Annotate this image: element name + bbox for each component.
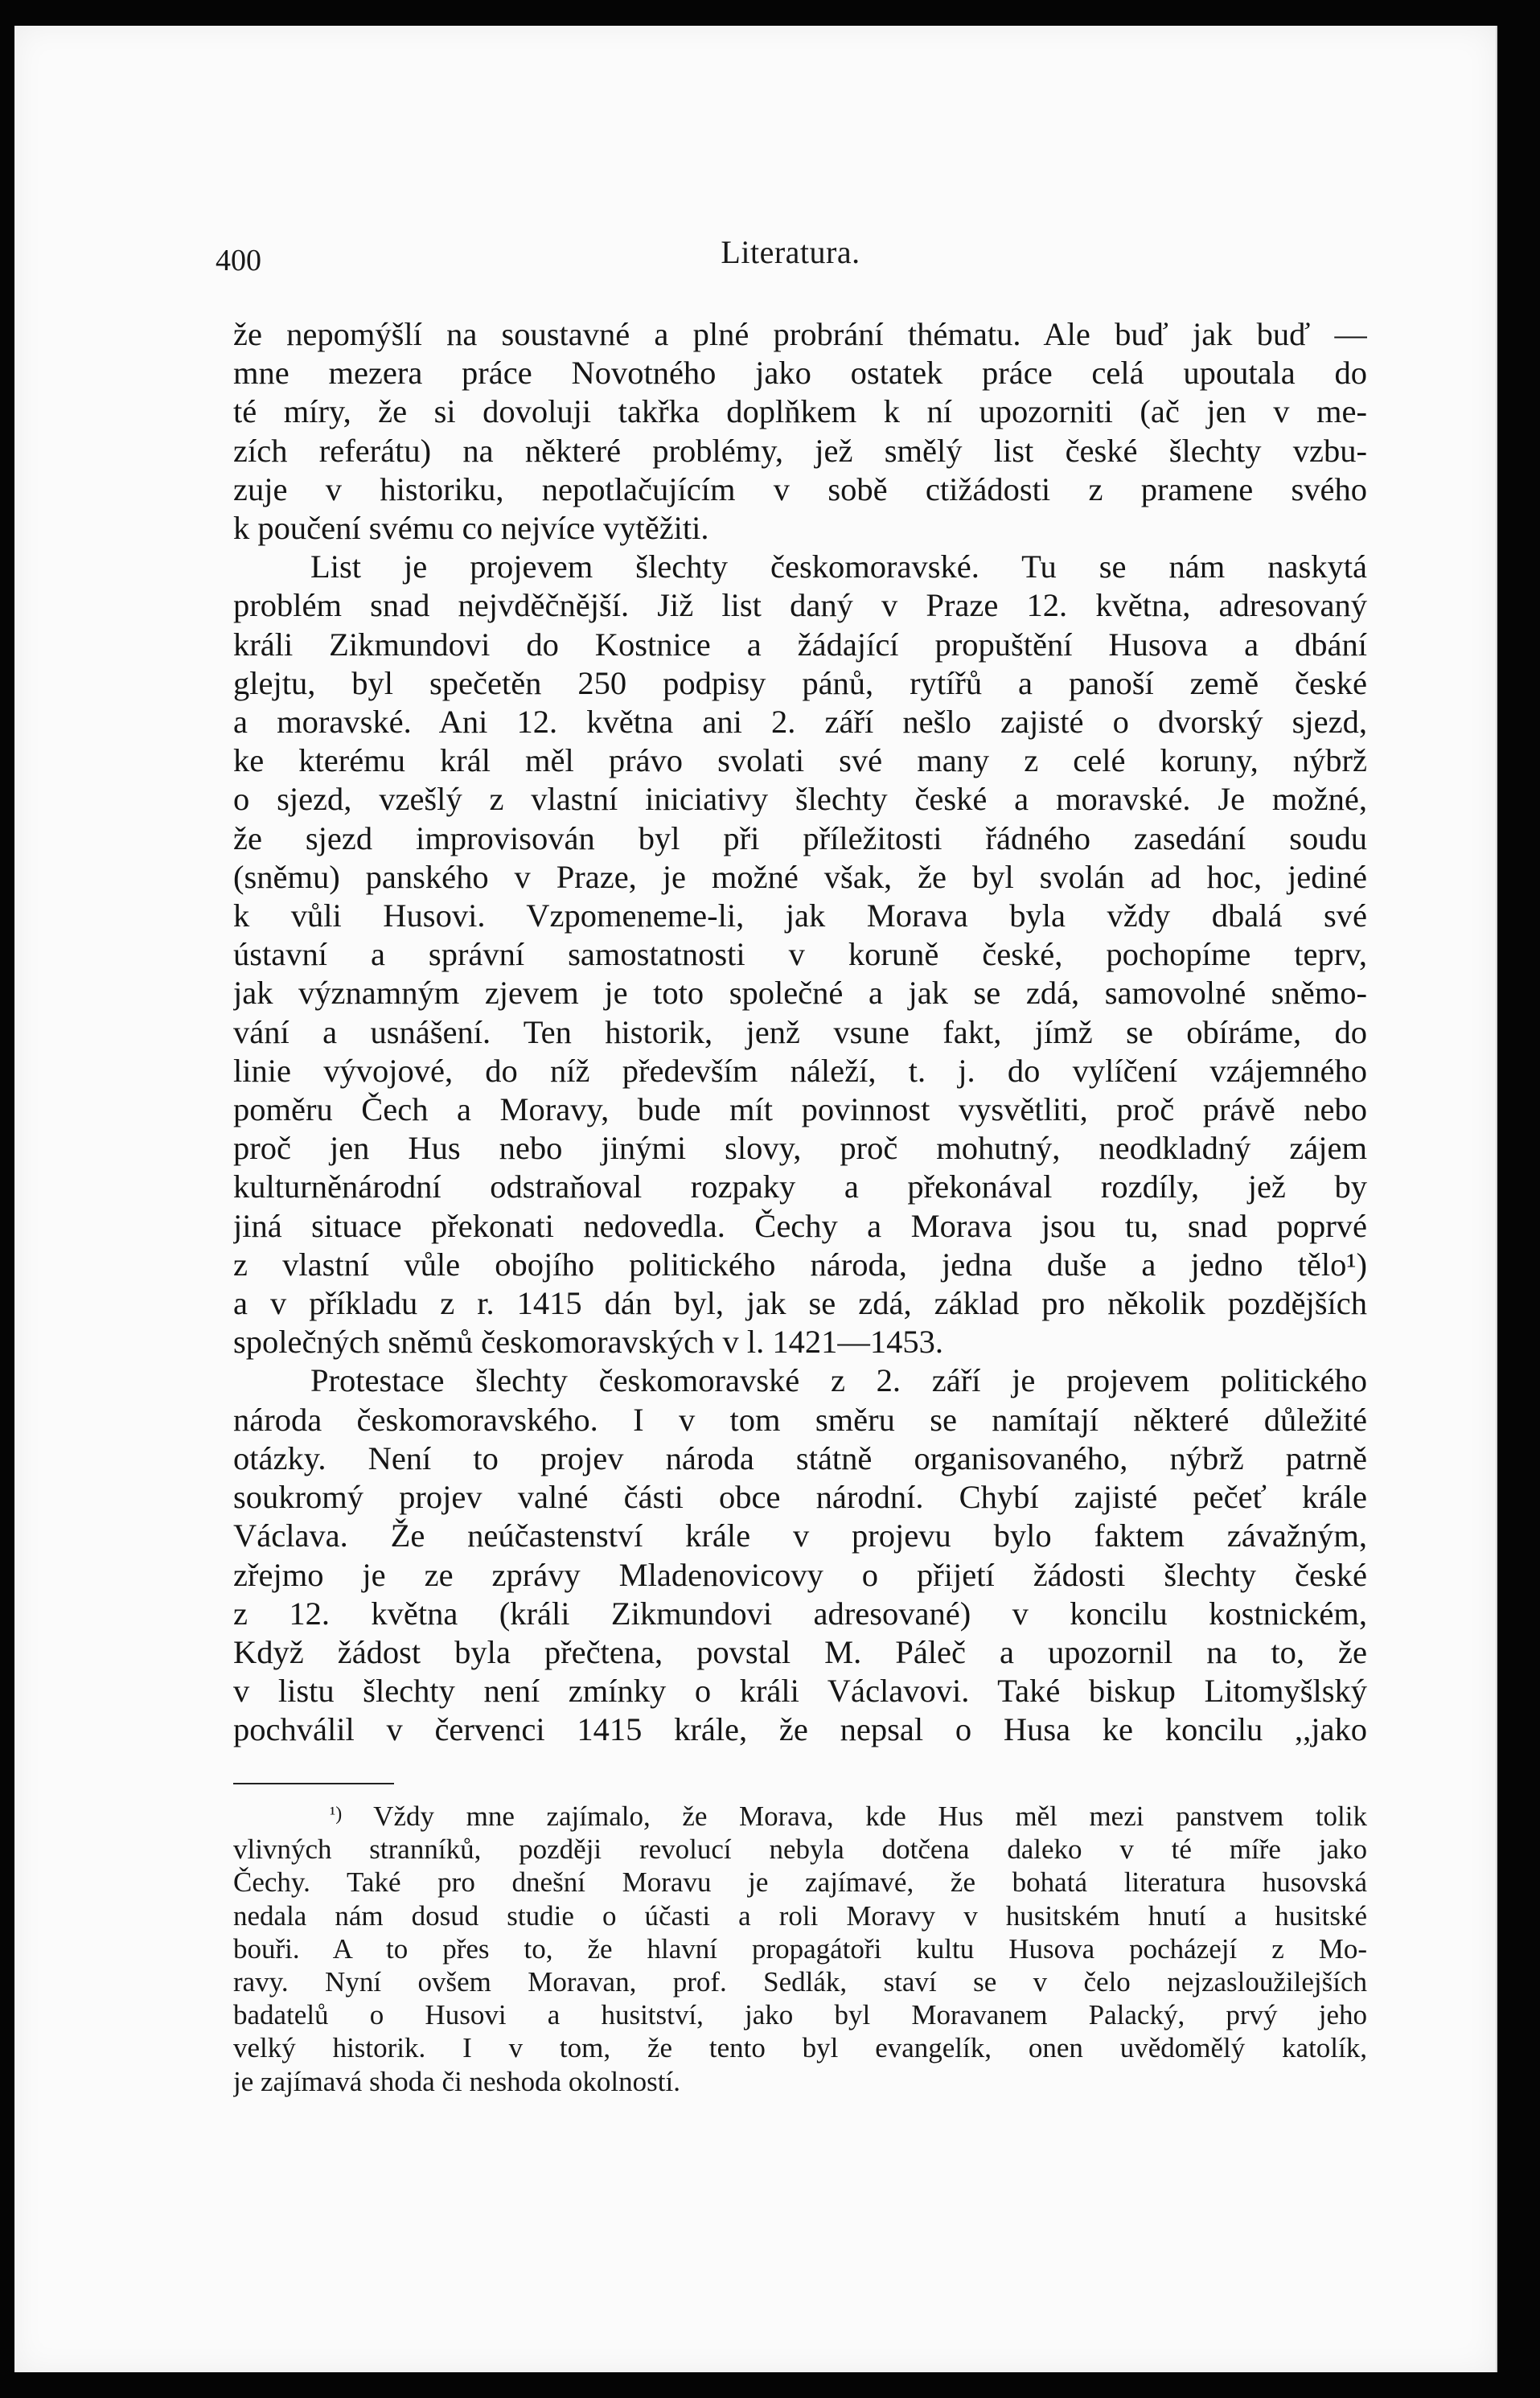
body-line: zřejmo je ze zprávy Mladenovicovy o přijetí žádosti šlechty české: [233, 1556, 1367, 1593]
body-line: ke kterému král měl právo svolati své many z celé koruny, nýbrž: [233, 742, 1367, 779]
footnote-line: badatelů o Husovi a husitství, jako byl Moravanem Palacký, prvý jeho: [233, 1999, 1367, 2031]
body-line: proč jen Hus nebo jinými slovy, proč mohutný, neodkladný zájem: [233, 1130, 1367, 1167]
running-title: Literatura.: [721, 234, 860, 270]
footnote-line: vlivných stranníků, později revolucí nebyla dotčena daleko v té míře jako: [233, 1833, 1367, 1866]
footnote-divider: [233, 1783, 394, 1784]
body-text: [233, 315, 1367, 1750]
footnote-line: Čechy. Také pro dnešní Moravu je zajímavé, že bohatá literatura husovská: [233, 1866, 1367, 1899]
footnote-line: bouři. A to přes to, že hlavní propagátoři kultu Husova pocházejí z Mo-: [233, 1932, 1367, 1965]
footnotes: [233, 1800, 1367, 2098]
footnote-line: je zajímavá shoda či neshoda okolností.: [233, 2065, 680, 2097]
body-line: problém snad nejvděčnější. Již list daný v Praze 12. května, adresovaný: [233, 587, 1367, 624]
body-line: otázky. Není to projev národa státně organisovaného, nýbrž patrně: [233, 1439, 1367, 1476]
body-line: králi Zikmundovi do Kostnice a žádající propuštění Husova a dbání: [233, 626, 1367, 663]
body-line: té míry, že si dovoluji takřka doplňkem k ní upozorniti (ač jen v me-: [233, 393, 1367, 430]
body-line: Václava. Že neúčastenství krále v projevu bylo faktem závažným,: [233, 1517, 1367, 1554]
body-line: soukromý projev valné části obce národní. Chybí zajisté pečeť krále: [233, 1479, 1367, 1516]
body-line: v listu šlechty není zmínky o králi Václavovi. Také biskup Litomyšlský: [233, 1673, 1367, 1710]
body-line: a v příkladu z r. 1415 dán byl, jak se zdá, základ pro několik pozdějších: [233, 1285, 1367, 1322]
body-line: poměru Čech a Moravy, bude mít povinnost vysvětliti, proč právě nebo: [233, 1091, 1367, 1128]
body-line: pochválil v červenci 1415 krále, že nepsal o Husa ke koncilu ,,jako: [233, 1711, 1367, 1748]
body-line: vání a usnášení. Ten historik, jenž vsune fakt, jímž se obíráme, do: [233, 1013, 1367, 1050]
body-line: a moravské. Ani 12. května ani 2. září nešlo zajisté o dvorský sjezd,: [233, 704, 1367, 741]
body-line: jak významným zjevem je toto společné a jak se zdá, samovolné sněmo-: [233, 975, 1367, 1012]
body-line: o sjezd, vzešlý z vlastní iniciativy šlechty české a moravské. Je možné,: [233, 781, 1367, 818]
footnote-marker: ¹): [330, 1804, 343, 1825]
body-line: národa českomoravského. I v tom směru se namítají některé důležité: [233, 1401, 1367, 1438]
body-line: (sněmu) panského v Praze, je možné však, že byl svolán ad hoc, jediné: [233, 858, 1367, 895]
body-line: zuje v historiku, nepotlačujícím v sobě ctižádosti z pramene svého: [233, 470, 1367, 507]
body-line: ústavní a správní samostatnosti v koruně české, pochopíme teprv,: [233, 936, 1367, 973]
body-line: že sjezd improvisován byl při příležitosti řádného zasedání soudu: [233, 819, 1367, 856]
body-line: glejtu, byl spečetěn 250 podpisy pánů, rytířů a panoší země české: [233, 664, 1367, 701]
footnote-line: ravy. Nyní ovšem Moravan, prof. Sedlák, staví se v čelo nejzasloužilejších: [233, 1966, 1367, 1998]
footnote-line: velký historik. I v tom, že tento byl evangelík, onen uvědomělý katolík,: [233, 2032, 1367, 2064]
body-line: mne mezera práce Novotného jako ostatek práce celá upoutala do: [233, 355, 1367, 392]
body-line: zích referátu) na některé problémy, jež smělý list české šlechty vzbu-: [233, 432, 1367, 469]
body-line: z vlastní vůle obojího politického národa, jedna duše a jedno tělo¹): [233, 1246, 1367, 1283]
body-line: Když žádost byla přečtena, povstal M. Páleč a upozornil na to, že: [233, 1633, 1367, 1670]
body-line: linie vývojové, do níž především náleží, t. j. do vylíčení vzájemného: [233, 1052, 1367, 1089]
body-line: z 12. května (králi Zikmundovi adresované) v koncilu kostnickém,: [233, 1595, 1367, 1632]
body-line: k vůli Husovi. Vzpomeneme-li, jak Morava byla vždy dbalá své: [233, 897, 1367, 934]
body-line: že nepomýšlí na soustavné a plné probrání thématu. Ale buď jak buď —: [233, 316, 1367, 352]
body-line: Protestace šlechty českomoravské z 2. září je projevem politického: [310, 1362, 1367, 1399]
body-line: kulturněnárodní odstraňoval rozpaky a překonával rozdíly, jež by: [233, 1168, 1367, 1205]
running-head: [216, 233, 1365, 281]
footnote-line: nedala nám dosud studie o účasti a roli Moravy v husitském hnutí a husitské: [233, 1899, 1367, 1932]
body-line: List je projevem šlechty českomoravské. Tu se nám naskytá: [310, 548, 1367, 585]
body-line: jiná situace překonati nedovedla. Čechy a Morava jsou tu, snad poprvé: [233, 1207, 1367, 1244]
page-number: 400: [216, 244, 261, 277]
footnote-text: Vždy mne zajímalo, že Morava, kde Hus měl mezi panstvem tolik: [373, 1801, 1367, 1832]
body-line: společných sněmů českomoravských v l. 1421—1453.: [233, 1324, 943, 1361]
footnote-line: [233, 1800, 1367, 1833]
body-line: k poučení svému co nejvíce vytěžiti.: [233, 510, 709, 547]
